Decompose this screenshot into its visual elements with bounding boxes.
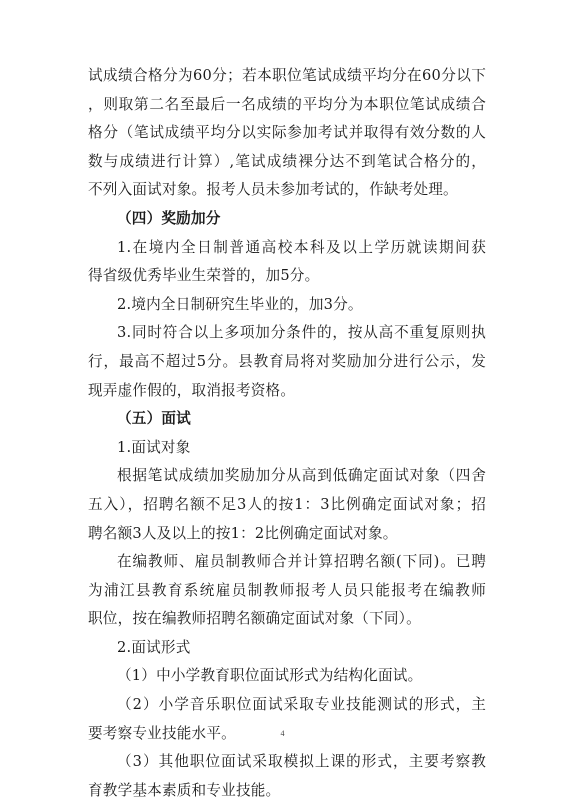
text-line: 不列入面试对象。报考人员未参加考试的，作缺考处理。 bbox=[88, 181, 458, 199]
text-line: 数与成绩进行计算）,笔试成绩裸分达不到笔试合格分的， bbox=[88, 152, 486, 170]
text-line: 在编教师、雇员制教师合并计算招聘名额(下同)。已聘 bbox=[117, 553, 486, 571]
text-line: 3.同时符合以上多项加分条件的，按从高不重复原则执 bbox=[117, 324, 486, 342]
text-line: ，则取第二名至最后一名成绩的平均分为本职位笔试成绩合 bbox=[88, 95, 486, 113]
text-line: 职位，按在编教师招聘名额确定面试对象（下同）。 bbox=[88, 610, 421, 628]
text-line: 1.在境内全日制普通高校本科及以上学历就读期间获 bbox=[117, 238, 486, 256]
text-line: 得省级优秀毕业生荣誉的，加5分。 bbox=[88, 267, 320, 285]
text-line: 育教学基本素质和专业技能。 bbox=[88, 781, 281, 799]
text-line: （2）小学音乐职位面试采取专业技能测试的形式，主 bbox=[117, 696, 486, 714]
text-line: 试成绩合格分为60分；若本职位笔试成绩平均分在60分以下 bbox=[88, 67, 486, 84]
subsection-heading: 1.面试对象 bbox=[117, 438, 191, 456]
text-line: 为浦江县教育系统雇员制教师报考人员只能报考在编教师 bbox=[88, 581, 486, 599]
section-heading: （五）面试 bbox=[117, 410, 191, 428]
subsection-heading: 2.面试形式 bbox=[117, 638, 191, 656]
text-line: 现弄虚作假的，取消报考资格。 bbox=[88, 381, 296, 399]
text-line: （3）其他职位面试采取模拟上课的形式，主要考察教 bbox=[117, 753, 486, 771]
text-line: 聘名额3人及以上的按1：2比例确定面试对象。 bbox=[88, 524, 398, 542]
text-line: 格分（笔试成绩平均分以实际参加考试并取得有效分数的人 bbox=[88, 124, 486, 142]
text-line: （1）中小学教育职位面试形式为结构化面试。 bbox=[117, 667, 423, 685]
text-line: 根据笔试成绩加奖励加分从高到低确定面试对象（四舍 bbox=[117, 467, 486, 485]
section-heading: （四）奖励加分 bbox=[117, 209, 221, 227]
text-line: 2.境内全日制研究生毕业的，加3分。 bbox=[117, 295, 363, 313]
text-line: 五入），招聘名额不足3人的按1：3比例确定面试对象；招 bbox=[88, 495, 486, 513]
text-line: 行，最高不超过5分。县教育局将对奖励加分进行公示，发 bbox=[88, 352, 486, 370]
text-line: 要考察专业技能水平。 bbox=[88, 724, 236, 742]
page-number: 4 bbox=[280, 729, 285, 738]
body-text bbox=[88, 62, 486, 805]
